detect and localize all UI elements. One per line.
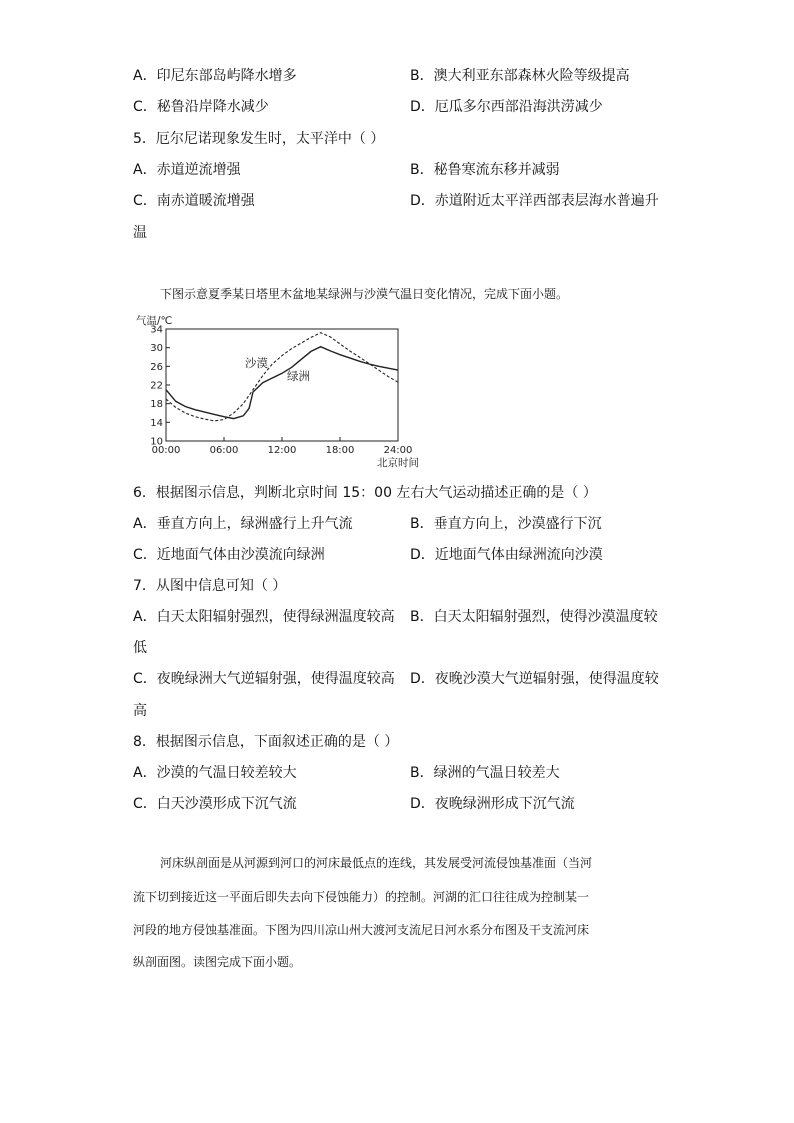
q5-option-a: A．赤道逆流增强 — [133, 162, 241, 178]
x-tick-label: 18:00 — [325, 445, 355, 456]
q8-option-d: D．夜晚绿洲形成下沉气流 — [410, 796, 575, 812]
passage-intro-2-line-2: 流下切到接近这一平面后即失去向下侵蚀能力）的控制。河湖的汇口往往成为控制某一 — [133, 890, 590, 904]
q7-option-c: C．夜晚绿洲大气逆辐射强，使得温度较高 — [133, 671, 395, 687]
passage-intro-1: 下图示意夏季某日塔里木盆地某绿洲与沙漠气温日变化情况，完成下面小题。 — [160, 287, 569, 301]
q4-option-a: A．印尼东部岛屿降水增多 — [133, 68, 297, 84]
q6-stem: 6．根据图示信息，判断北京时间 15：00 左右大气运动描述正确的是（ ） — [133, 485, 597, 501]
q8-option-c: C．白天沙漠形成下沉气流 — [133, 796, 297, 812]
q8-stem: 8．根据图示信息，下面叙述正确的是（ ） — [133, 734, 399, 750]
q7-option-a: A．白天太阳辐射强烈，使得绿洲温度较高 — [133, 609, 395, 625]
series-label: 绿洲 — [287, 369, 310, 383]
q7-option-d-wrap: 高 — [133, 703, 147, 719]
y-tick-label: 10 — [150, 436, 163, 448]
q6-option-a: A．垂直方向上，绿洲盛行上升气流 — [133, 516, 353, 532]
y-tick-label: 30 — [150, 343, 163, 355]
y-axis-label: 气温/℃ — [136, 315, 173, 327]
y-tick-label: 22 — [150, 380, 163, 392]
chart-axes — [166, 329, 398, 441]
series-line-desert — [166, 333, 398, 421]
q7-option-b-wrap: 低 — [133, 640, 147, 656]
y-tick-label: 14 — [150, 417, 163, 429]
series-line-oasis — [166, 347, 398, 419]
q8-option-b: B．绿洲的气温日较差大 — [410, 765, 560, 781]
y-tick-label: 34 — [150, 324, 163, 336]
q7-option-d: D．夜晚沙漠大气逆辐射强，使得温度较 — [410, 671, 659, 687]
q5-option-b: B．秘鲁寒流东移并减弱 — [410, 162, 560, 178]
q5-option-d: D．赤道附近太平洋西部表层海水普遍升 — [410, 193, 659, 209]
q4-option-c: C．秘鲁沿岸降水减少 — [133, 99, 269, 115]
q5-option-c: C．南赤道暖流增强 — [133, 193, 255, 209]
plot-frame — [166, 329, 398, 441]
temperature-chart — [120, 312, 420, 474]
q4-option-d: D．厄瓜多尔西部沿海洪涝减少 — [410, 99, 603, 115]
x-axis-label: 北京时间 — [377, 457, 419, 469]
q6-option-b: B．垂直方向上，沙漠盛行下沉 — [410, 516, 602, 532]
passage-intro-2-line-3: 河段的地方侵蚀基准面。下图为四川凉山州大渡河支流尼日河水系分布图及干支流河床 — [133, 923, 590, 937]
chart-series-layer — [166, 333, 398, 421]
q8-option-a: A．沙漠的气温日较差较大 — [133, 765, 297, 781]
passage-intro-2-line-4: 纵剖面图。读图完成下面小题。 — [133, 955, 302, 969]
q5-stem: 5．厄尔尼诺现象发生时，太平洋中（ ） — [133, 131, 385, 147]
x-tick-label: 00:00 — [151, 445, 181, 456]
x-tick-label: 12:00 — [267, 445, 297, 456]
series-label: 沙漠 — [245, 356, 268, 370]
q5-option-d-wrap: 温 — [133, 225, 147, 241]
q4-option-b: B．澳大利亚东部森林火险等级提高 — [410, 68, 630, 84]
passage-intro-2-line-1: 河床纵剖面是从河源到河口的河床最低点的连线，其发展受河流侵蚀基准面（当河 — [160, 856, 593, 870]
q7-option-b: B．白天太阳辐射强烈，使得沙漠温度较 — [410, 609, 658, 625]
chart-labels-layer — [136, 314, 419, 469]
q7-stem: 7．从图中信息可知（ ） — [133, 578, 287, 594]
y-tick-label: 18 — [150, 399, 163, 411]
q6-option-d: D．近地面气体由绿洲流向沙漠 — [410, 547, 603, 563]
x-tick-label: 24:00 — [383, 445, 413, 456]
x-tick-label: 06:00 — [209, 445, 239, 456]
y-tick-label: 26 — [150, 361, 163, 373]
q6-option-c: C．近地面气体由沙漠流向绿洲 — [133, 547, 325, 563]
